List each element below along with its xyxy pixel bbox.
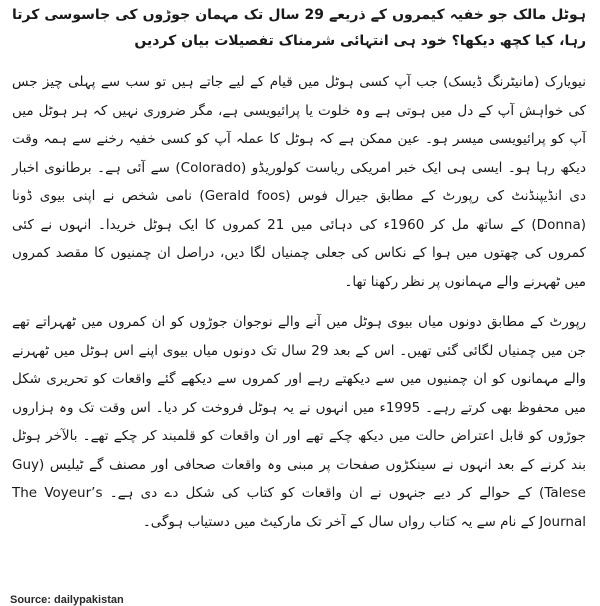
article-paragraph: رپورٹ کے مطابق دونوں میاں بیوی ہوٹل میں آنے والے نوجوان جوڑوں کو ان کمروں میں ٹھہراتے تھے جن میں چمنیاں لگائی گئی تھیں۔ اس کے بعد 29 سال تک دونوں میاں بیوی اپنے اس ہوٹل میں ٹھہرنے والے مہمانوں کو ان چمنیوں میں سے دیکھتے رہے اور کمروں سے دیکھے گئے واقعات کو تحریری شکل میں محفوظ بھی کرتے رہے۔ 1995ء میں انہوں نے یہ ہوٹل فروخت کر دیا۔ اس وقت تک وہ ہزاروں جوڑوں کو قابل اعتراض حالت میں دیکھ چکے تھے اور ان واقعات کو قلمبند کر چکے تھے۔ بالآخر ہوٹل بند کرنے کے بعد انہوں نے سینکڑوں صفحات پر مبنی وہ واقعات صحافی اور مصنف گے ٹیلیس (Guy Talese) کے حوالے کر دیے جنہوں نے ان واقعات کو کتاب کی شکل دے دی ہے۔ The Voyeur’s Journal کے نام سے یہ کتاب رواں سال کے آخر تک مارکیٹ میں دستیاب ہوگی۔ — [12, 314, 587, 530]
article-headline: ہوٹل مالک جو خفیہ کیمروں کے ذریعے 29 سال تک مہمان جوڑوں کی جاسوسی کرتا رہا، کیا کچھ دیکھا؟ خود ہی انتہائی شرمناک تفصیلات بیان کردیں — [12, 7, 586, 49]
article-paragraph: نیویارک (مانیٹرنگ ڈیسک) جب آپ کسی ہوٹل میں قیام کے لیے جاتے ہیں تو سب سے پہلی چیز جس کی خواہش آپ کے دل میں ہوتی ہے وہ خلوت یا پرائیویسی ہے، مگر ضروری نہیں کہ ہر ہوٹل میں آپ کو پرائیویسی میسر ہو۔ عین ممکن ہے کہ ہوٹل کا عملہ آپ کو کسی خفیہ رخنے سے ہمہ وقت دیکھ رہا ہو۔ ایسی ہی ایک خبر امریکی ریاست کولوریڈو (Colorado) سے آئی ہے۔ برطانوی اخبار دی انڈیپنڈنٹ کی رپورٹ کے مطابق جیرال فوس (Gerald foos) نامی شخص نے اپنی بیوی ڈونا (Donna) کے ساتھ مل کر 1960ء کی دہائی میں 21 کمروں کا ایک ہوٹل خریدا۔ انہوں نے کئی کمروں کی چھتوں میں ہوا کے نکاس کی جعلی چمنیاں لگا دیں، دراصل ان چمنیوں کا مقصد کمروں میں ٹھہرنے والے مہمانوں پر نظر رکھنا تھا۔ — [12, 74, 586, 290]
source-credit: Source: dailypakistan — [10, 594, 124, 606]
